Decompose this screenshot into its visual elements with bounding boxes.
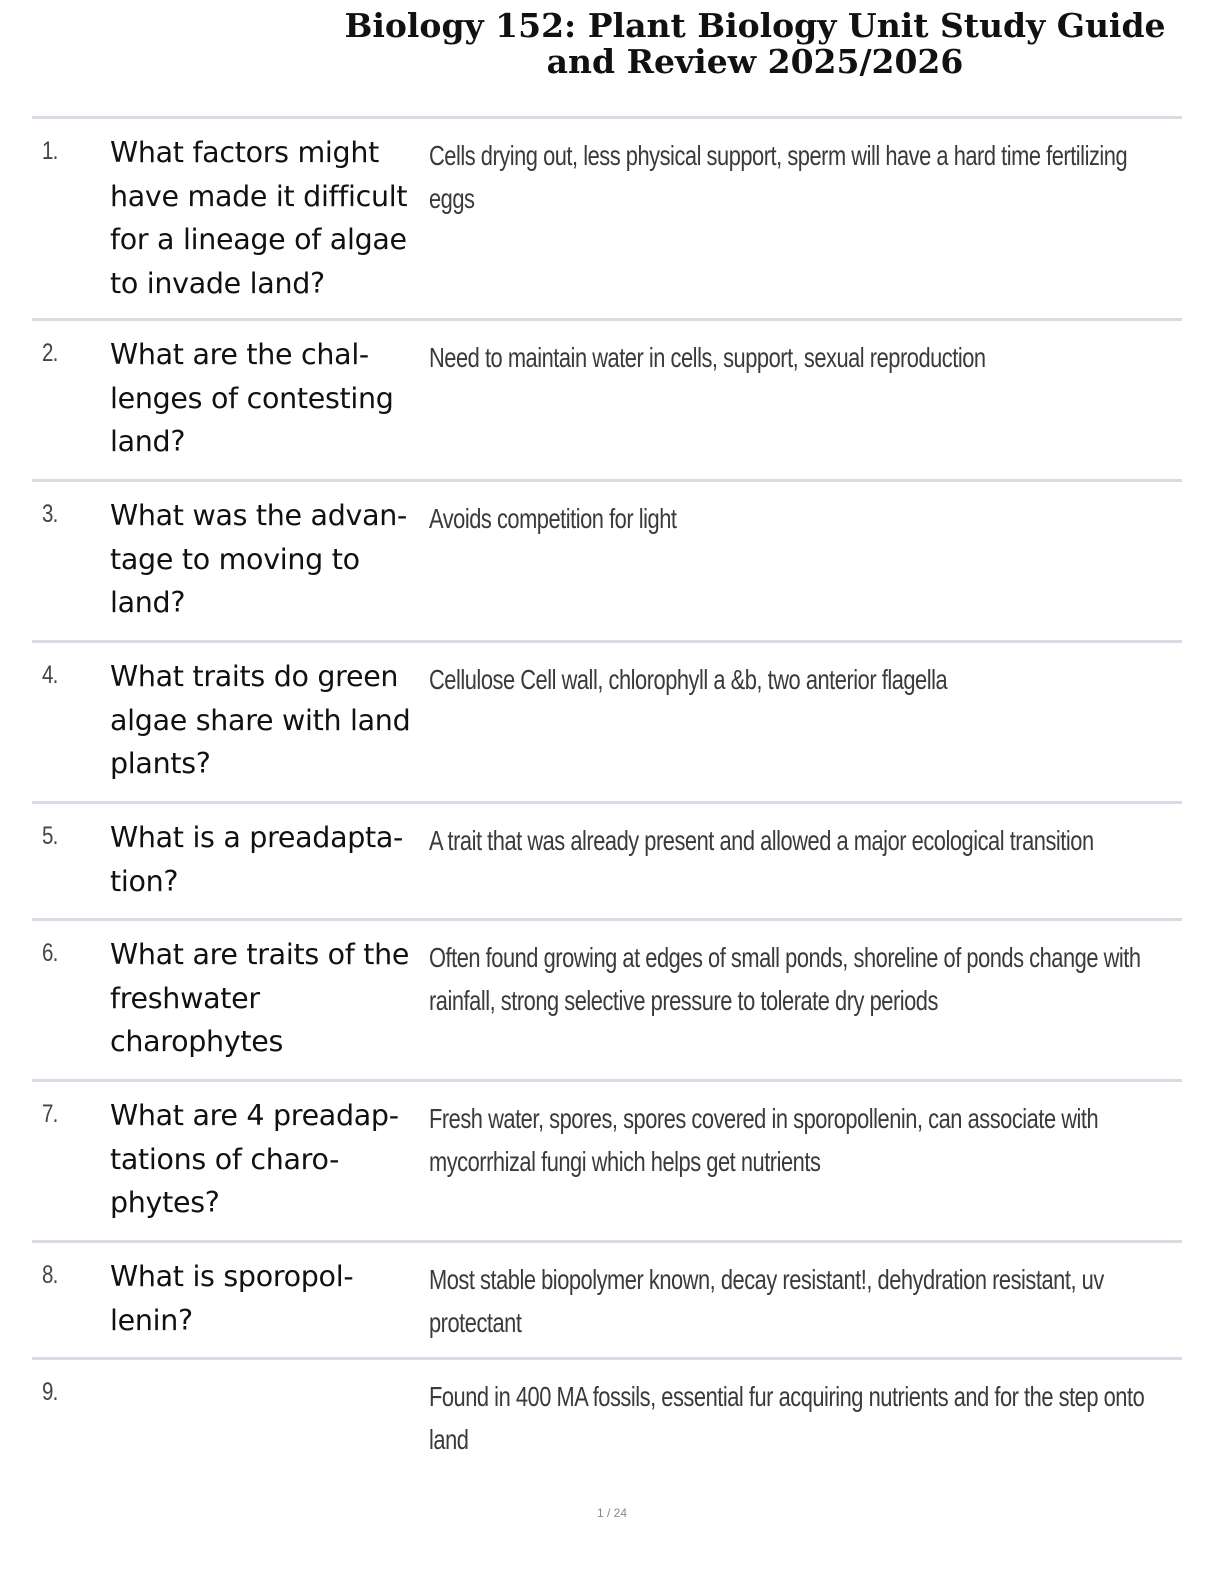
page-number: 1 / 24 xyxy=(596,1506,628,1520)
answer-text: Cells drying out, less physical support, sperm will have a hard time fertilizing eggs xyxy=(429,140,1128,214)
question-text: What factors might have made it difficult for a lineage of algae to invade land? xyxy=(110,136,408,300)
question-text: What was the advan-tage to moving to land? xyxy=(110,499,407,619)
question-text: What is sporopol-lenin? xyxy=(110,1260,354,1337)
item-number: 3. xyxy=(42,500,58,528)
answer-text: Often found growing at edges of small ponds, shoreline of ponds change with rainfall, strong selective pressure to tolerate dry periods xyxy=(429,942,1141,1016)
answer-text: Most stable biopolymer known, decay resistant!, dehydration resistant, uv protectant xyxy=(429,1264,1104,1338)
answer-text: Cellulose Cell wall, chlorophyll a &b, two anterior flagella xyxy=(429,664,948,695)
question-text: What are traits of the freshwater charophytes xyxy=(110,938,410,1058)
page-title-line-2: and Review 2025/2026 xyxy=(546,42,964,81)
qa-row xyxy=(32,643,1182,804)
item-number: 6. xyxy=(42,939,58,967)
qa-row xyxy=(32,1360,1182,1470)
question-text: What are 4 preadap-tations of charo-phytes? xyxy=(110,1099,399,1219)
qa-list xyxy=(32,116,1182,1470)
question-text: What is a preadapta-tion? xyxy=(110,821,404,898)
page-title-line-1: Biology 152: Plant Biology Unit Study Guide xyxy=(344,6,1166,45)
item-number: 5. xyxy=(42,822,58,850)
item-number: 1. xyxy=(42,137,58,165)
item-number: 2. xyxy=(42,339,58,367)
answer-text: A trait that was already present and allowed a major ecological transition xyxy=(429,825,1094,856)
answer-text: Avoids competition for light xyxy=(429,503,677,534)
answer-text: Need to maintain water in cells, support, sexual reproduction xyxy=(429,342,986,373)
qa-row xyxy=(32,482,1182,643)
question-text: What are the chal-lenges of contesting land? xyxy=(110,338,394,458)
answer-text: Fresh water, spores, spores covered in sporopollenin, can associate with mycorrhizal fungi which helps get nutrients xyxy=(429,1103,1099,1177)
item-number: 8. xyxy=(42,1261,58,1289)
qa-row xyxy=(32,1082,1182,1243)
qa-row xyxy=(32,1243,1182,1360)
qa-row xyxy=(32,804,1182,921)
qa-row xyxy=(32,921,1182,1082)
question-text: What traits do green algae share with land plants? xyxy=(110,660,411,780)
qa-row xyxy=(32,119,1182,321)
qa-row xyxy=(32,321,1182,482)
item-number: 9. xyxy=(42,1378,58,1406)
answer-text: Found in 400 MA fossils, essential fur acquiring nutrients and for the step onto land xyxy=(429,1381,1145,1455)
page-title xyxy=(330,8,1180,80)
item-number: 4. xyxy=(42,661,58,689)
item-number: 7. xyxy=(42,1100,58,1128)
